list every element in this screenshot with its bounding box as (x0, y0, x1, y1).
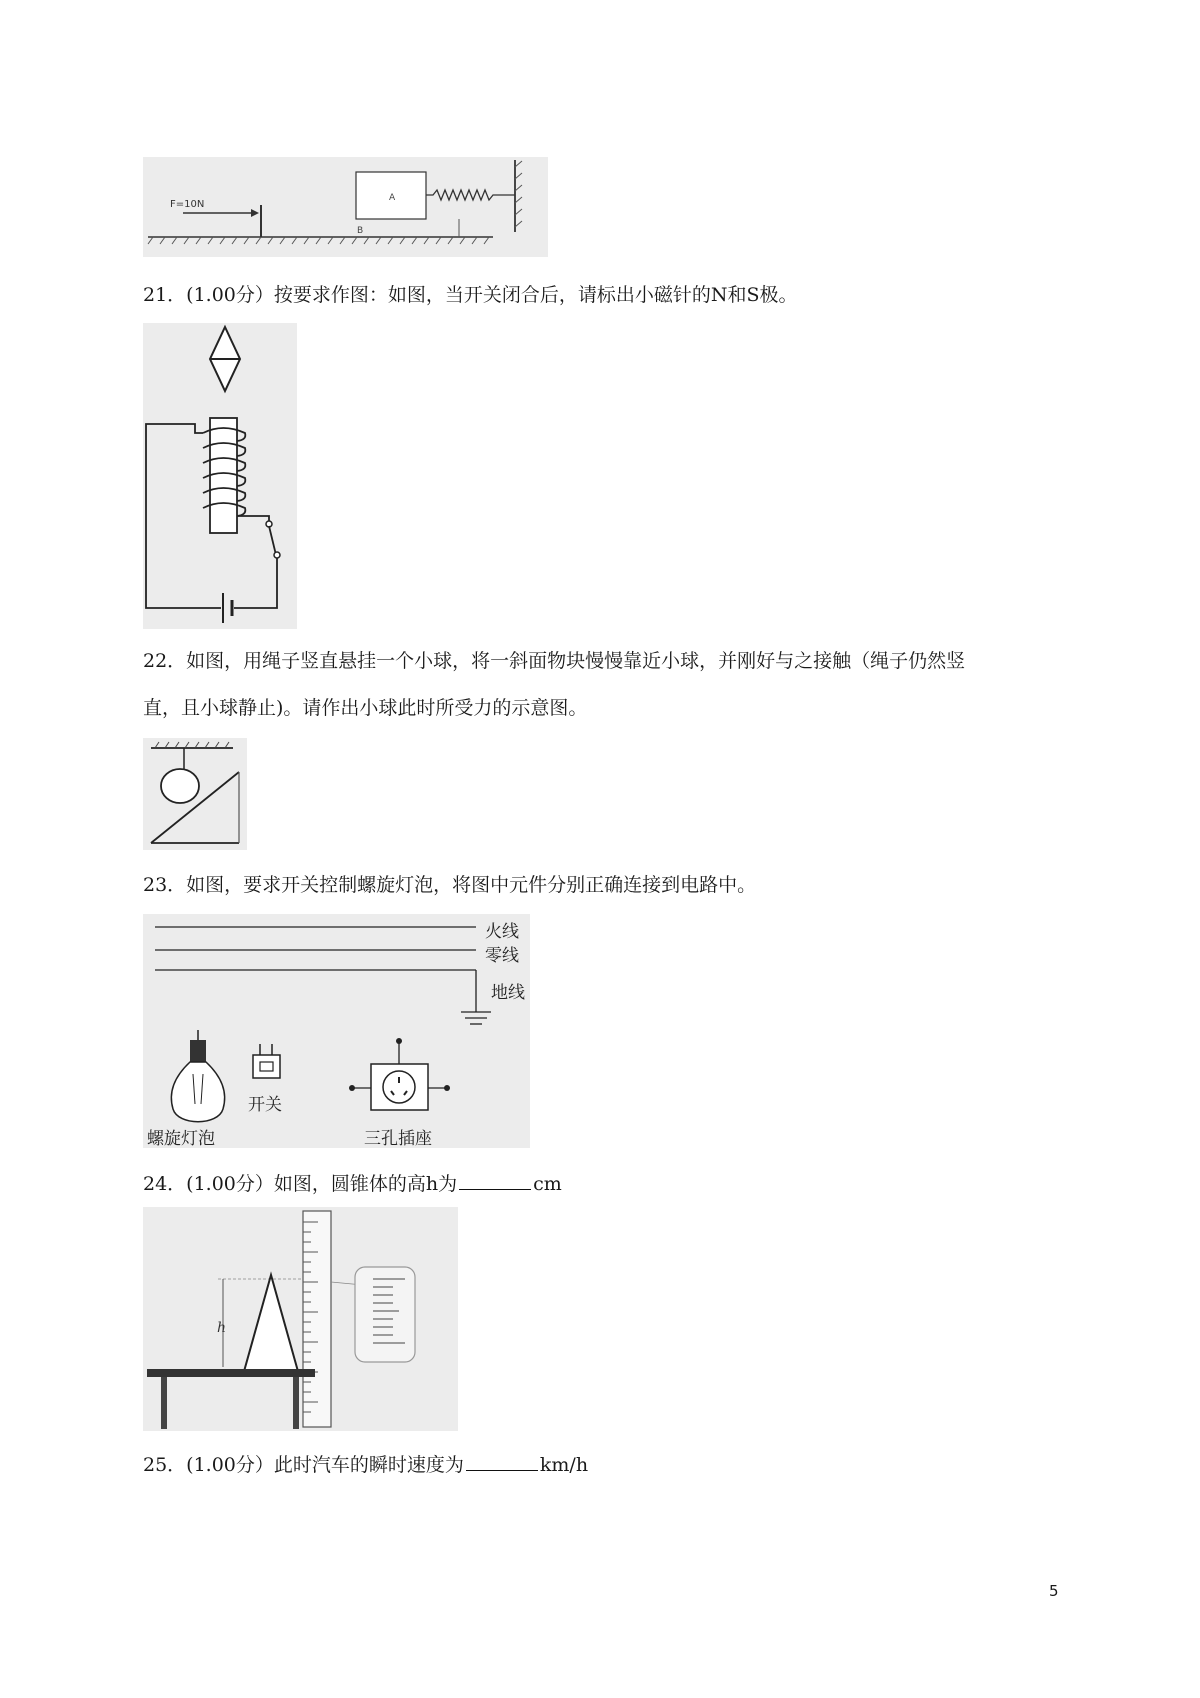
question-22-line-1: 22．如图，用绳子竖直悬挂一个小球，将一斜面物块慢慢靠近小球，并刚好与之接触（绳子仍然竖 (143, 650, 966, 672)
block-spring-figure (143, 157, 548, 257)
answer-blank-25[interactable] (466, 1452, 538, 1471)
question-25 (143, 1452, 588, 1478)
ball-icon (161, 769, 199, 803)
question-22-line-2: 直，且小球静止)。请作出小球此时所受力的示意图。 (143, 697, 588, 719)
socket-icon (349, 1038, 450, 1110)
height-label: h (217, 1320, 227, 1336)
solenoid-circuit-figure (143, 323, 297, 629)
neutral-wire-label: 零线 (485, 946, 519, 966)
cone-ruler-figure (143, 1207, 458, 1431)
page-number: 5 (1049, 1582, 1059, 1600)
household-circuit-figure (143, 914, 530, 1148)
live-wire-label: 火线 (485, 922, 519, 942)
force-label: F=10N (170, 199, 205, 210)
ball-incline-figure (143, 738, 247, 850)
question-25-text: 25．(1.00分）此时汽车的瞬时速度为 (143, 1454, 464, 1476)
question-24 (143, 1171, 562, 1197)
ground-wire-label: 地线 (491, 983, 525, 1003)
bulb-label: 螺旋灯泡 (147, 1129, 215, 1148)
switch-icon (253, 1044, 280, 1078)
bulb-icon (171, 1030, 224, 1122)
socket-label: 三孔插座 (364, 1129, 432, 1148)
question-24-text: 24．(1.00分）如图，圆锥体的高h为 (143, 1173, 458, 1195)
question-25-unit: km/h (539, 1454, 589, 1476)
ground-label: B (357, 226, 364, 236)
cone-icon (243, 1275, 299, 1375)
block-label: A (389, 193, 396, 203)
answer-blank-24[interactable] (459, 1171, 531, 1190)
switch-label: 开关 (248, 1095, 282, 1115)
question-24-unit: cm (533, 1173, 562, 1195)
question-23: 23．如图，要求开关控制螺旋灯泡，将图中元件分别正确连接到电路中。 (143, 874, 757, 896)
question-21: 21．(1.00分）按要求作图：如图，当开关闭合后，请标出小磁针的N和S极。 (143, 284, 798, 306)
